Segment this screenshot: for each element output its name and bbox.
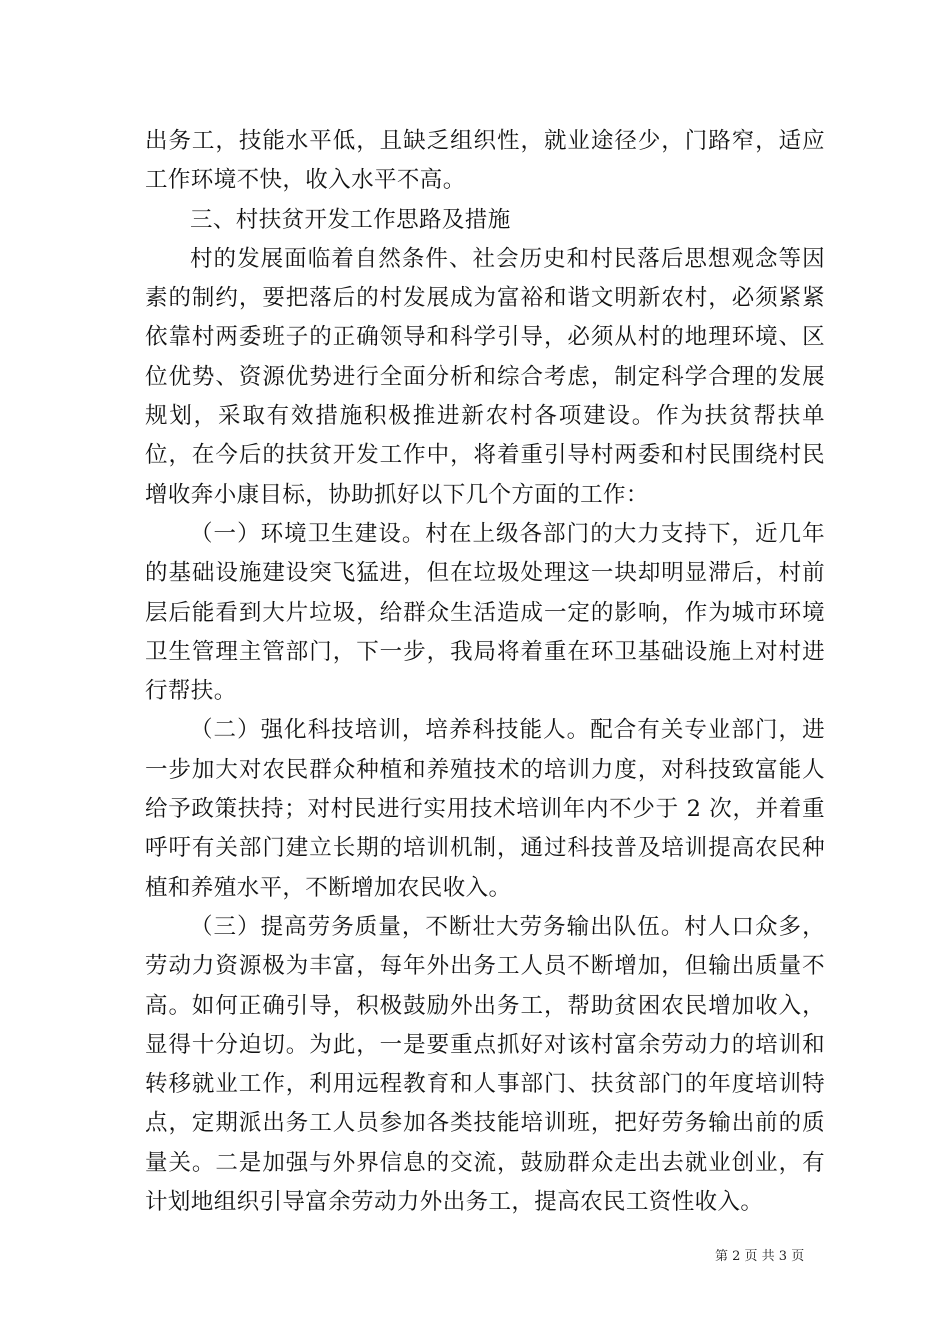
page-number: 第 2 页 共 3 页 [715,1249,805,1264]
paragraph-intro: 村的发展面临着自然条件、社会历史和村民落后思想观念等因素的制约，要把落后的村发展成为富裕和谐文明新农村，必须紧紧依靠村两委班子的正确领导和科学引导，必须从村的地理环境、区位优势、资源优势进行全面分析和综合考虑，制定科学合理的发展规划，采取有效措施积极推进新农村各项建设。作为扶贫帮扶单位，在今后的扶贫开发工作中，将着重引导村两委和村民围绕村民增收奔小康目标，协助抓好以下几个方面的工作： [145,245,825,508]
section-heading: 三、村扶贫开发工作思路及措施 [190,206,511,233]
paragraph-item-3: （三）提高劳务质量，不断壮大劳务输出队伍。村人口众多，劳动力资源极为丰富，每年外出务工人员不断增加，但输出质量不高。如何正确引导，积极鼓励外出务工，帮助贫困农民增加收入，显得十分迫切。为此，一是要重点抓好对该村富余劳动力的培训和转移就业工作，利用远程教育和人事部门、扶贫部门的年度培训特点，定期派出务工人员参加各类技能培训班，把好劳务输出前的质量关。二是加强与外界信息的交流，鼓励群众走出去就业创业，有计划地组织引导富余劳动力外出务工，提高农民工资性收入。 [145,913,825,1216]
document-body [145,122,825,1222]
paragraph-item-1: （一）环境卫生建设。村在上级各部门的大力支持下，近几年的基础设施建设突飞猛进，但在垃圾处理这一块却明显滞后，村前层后能看到大片垃圾，给群众生活造成一定的影响，作为城市环境卫生管理主管部门，下一步，我局将着重在环卫基础设施上对村进行帮扶。 [145,520,825,705]
paragraph-item-2: （二）强化科技培训，培养科技能人。配合有关专业部门，进一步加大对农民群众种植和养殖技术的培训力度，对科技致富能人给予政策扶持；对村民进行实用技术培训年内不少于 2 次，并着重呼吁有关部门建立长期的培训机制，通过科技普及培训提高农民种植和养殖水平，不断增加农民收入。 [145,717,825,901]
paragraph-continuation: 出务工，技能水平低，且缺乏组织性，就业途径少，门路窄，适应工作环境不快，收入水平不高。 [145,128,825,194]
